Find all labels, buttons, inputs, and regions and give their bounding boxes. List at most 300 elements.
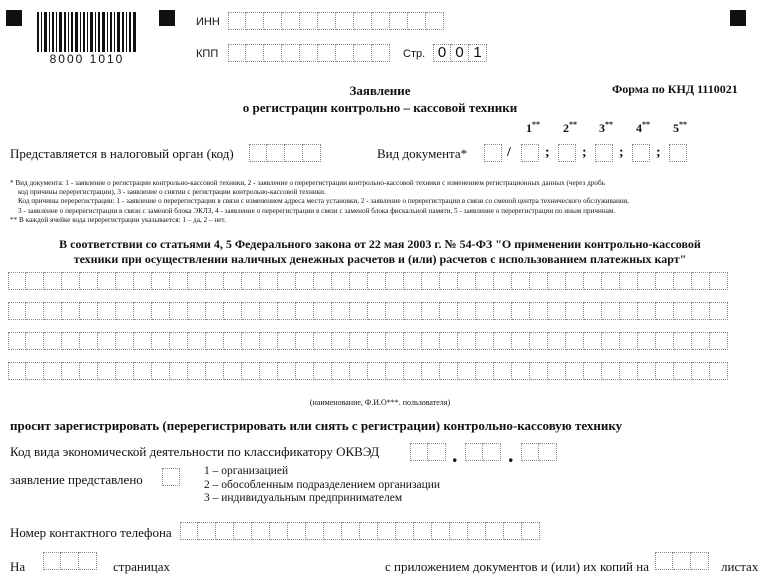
input-cell[interactable] <box>188 362 206 380</box>
reg-code-cell[interactable] <box>669 144 687 162</box>
pages-label: страницах <box>113 559 171 574</box>
inn-label: ИНН <box>196 16 220 28</box>
input-cell[interactable] <box>332 272 350 290</box>
input-cell[interactable] <box>404 302 422 320</box>
input-cell[interactable] <box>396 522 414 540</box>
input-cell[interactable] <box>458 272 476 290</box>
reg-code-field-4[interactable] <box>632 144 650 162</box>
footnote-line: ** В каждой ячейке кода перерегистрации указывается: 1 – да, 2 – нет. <box>10 215 226 224</box>
input-cell[interactable] <box>170 302 188 320</box>
input-cell[interactable] <box>584 302 602 320</box>
input-cell[interactable] <box>206 362 224 380</box>
input-cell[interactable] <box>584 362 602 380</box>
okved-field-1[interactable] <box>410 443 446 461</box>
input-cell[interactable] <box>566 302 584 320</box>
pages-count-cell[interactable] <box>79 552 97 570</box>
input-cell[interactable] <box>242 272 260 290</box>
input-cell[interactable] <box>584 272 602 290</box>
input-cell[interactable] <box>252 522 270 540</box>
input-cell[interactable] <box>332 332 350 350</box>
input-cell[interactable] <box>26 272 44 290</box>
input-cell[interactable] <box>378 522 396 540</box>
corner-marker-right <box>730 10 746 26</box>
input-cell[interactable] <box>656 362 674 380</box>
input-cell[interactable] <box>512 272 530 290</box>
input-cell[interactable] <box>80 362 98 380</box>
input-cell[interactable] <box>692 272 710 290</box>
page-digit: 1 <box>473 44 482 61</box>
input-cell[interactable] <box>116 362 134 380</box>
reg-code-cell[interactable] <box>558 144 576 162</box>
footnote-line: Код причины перерегистрации: 1 - заявление о перерегистрации в связи с изменением адреса места установки, 2 - заявление о перерегистрации в связи со сменой центра технического обслуживания, <box>18 197 629 206</box>
input-cell[interactable] <box>234 522 252 540</box>
footnotes <box>10 179 629 225</box>
inn-cell[interactable] <box>264 12 282 30</box>
okved-cell[interactable] <box>539 443 557 461</box>
input-cell[interactable] <box>224 272 242 290</box>
barcode-number: 8000 1010 <box>49 52 125 66</box>
input-cell[interactable] <box>134 362 152 380</box>
input-cell[interactable] <box>386 362 404 380</box>
submitted-by-options <box>204 465 440 506</box>
reg-column-3: 3** <box>599 120 613 135</box>
input-cell[interactable] <box>314 332 332 350</box>
input-cell[interactable] <box>692 302 710 320</box>
input-cell[interactable] <box>458 332 476 350</box>
okved-cell[interactable] <box>521 443 539 461</box>
input-cell[interactable] <box>188 302 206 320</box>
okved-cell[interactable] <box>428 443 446 461</box>
input-cell[interactable] <box>368 332 386 350</box>
corner-marker-center <box>159 10 175 26</box>
input-cell[interactable] <box>468 522 486 540</box>
input-cell[interactable] <box>422 302 440 320</box>
input-cell[interactable] <box>350 272 368 290</box>
kpp-cell[interactable] <box>228 44 246 62</box>
input-cell[interactable] <box>152 272 170 290</box>
input-cell[interactable] <box>134 302 152 320</box>
input-cell[interactable] <box>386 302 404 320</box>
input-cell[interactable] <box>458 362 476 380</box>
input-cell[interactable] <box>674 302 692 320</box>
input-cell[interactable] <box>602 362 620 380</box>
input-cell[interactable] <box>350 362 368 380</box>
reg-column-2: 2** <box>563 120 577 135</box>
user-name-row[interactable] <box>8 272 728 290</box>
input-cell[interactable] <box>296 362 314 380</box>
page-digit: 0 <box>437 44 447 61</box>
kpp-cell[interactable] <box>372 44 390 62</box>
input-cell[interactable] <box>584 332 602 350</box>
input-cell[interactable] <box>692 332 710 350</box>
input-cell[interactable] <box>548 302 566 320</box>
submitted-by-label: заявление представлено <box>10 472 143 487</box>
input-cell[interactable] <box>170 272 188 290</box>
input-cell[interactable] <box>188 272 206 290</box>
kpp-cell[interactable] <box>282 44 300 62</box>
input-cell[interactable] <box>530 302 548 320</box>
inn-cell[interactable] <box>426 12 444 30</box>
input-cell[interactable] <box>224 302 242 320</box>
input-cell[interactable] <box>98 272 116 290</box>
inn-field[interactable] <box>228 12 444 30</box>
input-cell[interactable] <box>566 362 584 380</box>
input-cell[interactable] <box>602 332 620 350</box>
reg-code-cell[interactable] <box>595 144 613 162</box>
inn-cell[interactable] <box>228 12 246 30</box>
input-cell[interactable] <box>692 362 710 380</box>
input-cell[interactable] <box>260 332 278 350</box>
input-cell[interactable] <box>180 522 198 540</box>
request-statement: просит зарегистрировать (перерегистрировать или снять с регистрации) контрольно-кассовую технику <box>10 418 623 433</box>
sheets-count-field[interactable] <box>655 552 709 570</box>
input-cell[interactable] <box>414 522 432 540</box>
input-cell[interactable] <box>404 272 422 290</box>
inn-cell[interactable] <box>282 12 300 30</box>
input-cell[interactable] <box>638 272 656 290</box>
sheets-label: листах <box>721 559 759 574</box>
input-cell[interactable] <box>512 332 530 350</box>
input-cell[interactable] <box>44 302 62 320</box>
doc-type-field[interactable] <box>484 144 502 162</box>
kpp-cell[interactable] <box>264 44 282 62</box>
sheets-count-cell[interactable] <box>655 552 673 570</box>
submitted-option: 3 – индивидуальным предпринимателем <box>204 492 403 504</box>
input-cell[interactable] <box>386 332 404 350</box>
input-cell[interactable] <box>638 332 656 350</box>
input-cell[interactable] <box>710 332 728 350</box>
inn-cell[interactable] <box>354 12 372 30</box>
input-cell[interactable] <box>620 272 638 290</box>
input-cell[interactable] <box>350 302 368 320</box>
input-cell[interactable] <box>620 302 638 320</box>
reg-column-4: 4** <box>636 120 650 135</box>
input-cell[interactable] <box>288 522 306 540</box>
tax-office-label: Представляется в налоговый орган (код) <box>10 146 234 161</box>
submitted-option: 1 – организацией <box>204 465 289 477</box>
input-cell[interactable] <box>62 332 80 350</box>
pages-count-field[interactable] <box>43 552 97 570</box>
page-digit-cell[interactable] <box>451 44 469 62</box>
input-cell[interactable] <box>44 332 62 350</box>
phone-label: Номер контактного телефона <box>10 525 172 540</box>
reg-code-cell[interactable] <box>632 144 650 162</box>
input-cell[interactable] <box>422 332 440 350</box>
kpp-field[interactable] <box>228 44 390 62</box>
input-cell[interactable] <box>116 302 134 320</box>
input-cell[interactable] <box>260 302 278 320</box>
input-cell[interactable] <box>440 362 458 380</box>
input-cell[interactable] <box>26 332 44 350</box>
input-cell[interactable] <box>224 332 242 350</box>
barcode <box>37 12 137 52</box>
user-name-row[interactable] <box>8 332 728 350</box>
input-cell[interactable] <box>314 302 332 320</box>
input-cell[interactable] <box>98 362 116 380</box>
input-cell[interactable] <box>44 272 62 290</box>
input-cell[interactable] <box>494 272 512 290</box>
sheets-count-cell[interactable] <box>673 552 691 570</box>
input-cell[interactable] <box>314 272 332 290</box>
input-cell[interactable] <box>494 362 512 380</box>
page-digit-cell[interactable] <box>433 44 451 62</box>
input-cell[interactable] <box>152 362 170 380</box>
inn-cell[interactable] <box>372 12 390 30</box>
page-digit: 0 <box>455 44 464 61</box>
input-cell[interactable] <box>80 302 98 320</box>
okved-cell[interactable] <box>410 443 428 461</box>
input-cell[interactable] <box>278 272 296 290</box>
input-cell[interactable] <box>440 302 458 320</box>
footnote-line: код причины перерегистрации), 3 - заявление о снятии с регистрации контрольно-кассовой техники. <box>18 188 326 197</box>
input-cell[interactable] <box>602 272 620 290</box>
footnote-line: 3 - заявление о перерегистрации в связи с заменой блока ЭКЛЗ, 4 - заявление о перерегистрации в связи с заменой блока фискальной памяти, 5 - заявление о перерегистрации по иным причинам. <box>18 206 616 215</box>
inn-cell[interactable] <box>246 12 264 30</box>
input-cell[interactable] <box>206 302 224 320</box>
input-cell[interactable] <box>224 362 242 380</box>
kpp-cell[interactable] <box>246 44 264 62</box>
okved-label: Код вида экономической деятельности по классификатору ОКВЭД <box>10 444 380 459</box>
inn-cell[interactable] <box>408 12 426 30</box>
input-cell[interactable] <box>8 362 26 380</box>
input-cell[interactable] <box>134 332 152 350</box>
reg-code-field-5[interactable] <box>669 144 687 162</box>
input-cell[interactable] <box>62 302 80 320</box>
kpp-cell[interactable] <box>318 44 336 62</box>
input-cell[interactable] <box>674 332 692 350</box>
input-cell[interactable] <box>98 302 116 320</box>
kpp-cell[interactable] <box>300 44 318 62</box>
input-cell[interactable] <box>314 362 332 380</box>
okved-dot: . <box>452 442 458 467</box>
input-cell[interactable] <box>26 362 44 380</box>
input-cell[interactable] <box>332 362 350 380</box>
pages-count-cell[interactable] <box>61 552 79 570</box>
kpp-cell[interactable] <box>354 44 372 62</box>
input-cell[interactable] <box>548 332 566 350</box>
reg-code-separator: ; <box>582 145 587 160</box>
reg-code-field-2[interactable] <box>558 144 576 162</box>
input-cell[interactable] <box>404 362 422 380</box>
input-cell[interactable] <box>656 272 674 290</box>
user-name-row[interactable] <box>8 362 728 380</box>
input-cell[interactable] <box>620 332 638 350</box>
input-cell[interactable] <box>278 362 296 380</box>
page-digit-cell[interactable] <box>469 44 487 62</box>
tax-office-cell[interactable] <box>249 144 267 162</box>
input-cell[interactable] <box>8 302 26 320</box>
input-cell[interactable] <box>476 332 494 350</box>
title-line-1: Заявление <box>349 83 411 98</box>
document-title <box>170 82 590 116</box>
page-number-field[interactable] <box>433 44 487 62</box>
input-cell[interactable] <box>530 362 548 380</box>
attachments-label: с приложением документов и (или) их копий на <box>385 559 649 574</box>
reg-code-separator: ; <box>545 145 550 160</box>
input-cell[interactable] <box>440 272 458 290</box>
input-cell[interactable] <box>98 332 116 350</box>
input-cell[interactable] <box>494 302 512 320</box>
input-cell[interactable] <box>62 362 80 380</box>
input-cell[interactable] <box>332 302 350 320</box>
input-cell[interactable] <box>360 522 378 540</box>
okved-cell[interactable] <box>483 443 501 461</box>
user-name-row[interactable] <box>8 302 728 320</box>
input-cell[interactable] <box>638 362 656 380</box>
input-cell[interactable] <box>260 362 278 380</box>
doc-type-label: Вид документа* <box>377 146 468 161</box>
inn-cell[interactable] <box>336 12 354 30</box>
reg-column-5: 5** <box>673 120 687 135</box>
input-cell[interactable] <box>404 332 422 350</box>
input-cell[interactable] <box>710 302 728 320</box>
input-cell[interactable] <box>476 302 494 320</box>
input-cell[interactable] <box>198 522 216 540</box>
footnote-line: * Вид документа: 1 - заявление о регистрации контрольно-кассовой техники, 2 - заявление о перерегистрации контрольно-кассовой техники с изменением регистрационных данных (через дробь <box>10 179 605 187</box>
input-cell[interactable] <box>638 302 656 320</box>
page-label: Стр. <box>403 48 426 60</box>
input-cell[interactable] <box>504 522 522 540</box>
corner-marker-left <box>6 10 22 26</box>
inn-cell[interactable] <box>318 12 336 30</box>
phone-field[interactable] <box>180 522 540 540</box>
input-cell[interactable] <box>476 362 494 380</box>
input-cell[interactable] <box>80 332 98 350</box>
reg-code-field-3[interactable] <box>595 144 613 162</box>
input-cell[interactable] <box>422 272 440 290</box>
doc-type-cell[interactable] <box>484 144 502 162</box>
input-cell[interactable] <box>368 362 386 380</box>
user-name-grid[interactable] <box>8 272 728 380</box>
tax-office-code-field[interactable] <box>249 144 321 162</box>
input-cell[interactable] <box>440 332 458 350</box>
reg-code-separator: ; <box>619 145 624 160</box>
input-cell[interactable] <box>242 362 260 380</box>
input-cell[interactable] <box>566 332 584 350</box>
input-cell[interactable] <box>512 302 530 320</box>
input-cell[interactable] <box>188 332 206 350</box>
law-line-2: техники при осуществлении наличных денежных расчетов и (или) расчетов с использованием платежных карт" <box>73 252 687 266</box>
input-cell[interactable] <box>324 522 342 540</box>
doc-type-slash: / <box>507 145 511 160</box>
input-cell[interactable] <box>152 302 170 320</box>
input-cell[interactable] <box>512 362 530 380</box>
input-cell[interactable] <box>206 272 224 290</box>
input-cell[interactable] <box>548 362 566 380</box>
inn-cell[interactable] <box>300 12 318 30</box>
input-cell[interactable] <box>656 332 674 350</box>
tax-office-cell[interactable] <box>303 144 321 162</box>
submitted-by-field[interactable] <box>162 468 180 486</box>
law-reference <box>20 237 740 267</box>
input-cell[interactable] <box>368 302 386 320</box>
input-cell[interactable] <box>710 362 728 380</box>
input-cell[interactable] <box>170 332 188 350</box>
input-cell[interactable] <box>674 272 692 290</box>
input-cell[interactable] <box>486 522 504 540</box>
input-cell[interactable] <box>26 302 44 320</box>
input-cell[interactable] <box>476 272 494 290</box>
input-cell[interactable] <box>432 522 450 540</box>
reg-code-field-1[interactable] <box>521 144 539 162</box>
input-cell[interactable] <box>674 362 692 380</box>
pages-on-label: На <box>10 559 26 574</box>
kpp-cell[interactable] <box>336 44 354 62</box>
input-cell[interactable] <box>116 272 134 290</box>
okved-field-3[interactable] <box>521 443 557 461</box>
input-cell[interactable] <box>530 272 548 290</box>
pages-count-cell[interactable] <box>43 552 61 570</box>
input-cell[interactable] <box>530 332 548 350</box>
input-cell[interactable] <box>8 272 26 290</box>
reg-column-1: 1** <box>526 120 540 135</box>
okved-field-2[interactable] <box>465 443 501 461</box>
input-cell[interactable] <box>260 272 278 290</box>
input-cell[interactable] <box>8 332 26 350</box>
input-cell[interactable] <box>566 272 584 290</box>
input-cell[interactable] <box>278 332 296 350</box>
input-cell[interactable] <box>342 522 360 540</box>
form-code: Форма по КНД 1110021 <box>612 82 738 96</box>
input-cell[interactable] <box>522 522 540 540</box>
input-cell[interactable] <box>152 332 170 350</box>
submitted-by-cell[interactable] <box>162 468 180 486</box>
input-cell[interactable] <box>458 302 476 320</box>
kpp-label: КПП <box>196 48 219 60</box>
input-cell[interactable] <box>278 302 296 320</box>
submitted-option: 2 – обособленным подразделением организации <box>204 478 441 491</box>
input-cell[interactable] <box>296 272 314 290</box>
input-cell[interactable] <box>620 362 638 380</box>
input-cell[interactable] <box>656 302 674 320</box>
okved-cell[interactable] <box>465 443 483 461</box>
input-cell[interactable] <box>710 272 728 290</box>
title-line-2: о регистрации контрольно – кассовой техники <box>242 100 518 115</box>
sheets-count-cell[interactable] <box>691 552 709 570</box>
input-cell[interactable] <box>422 362 440 380</box>
okved-dot: . <box>508 442 514 467</box>
input-cell[interactable] <box>134 272 152 290</box>
tax-office-cell[interactable] <box>285 144 303 162</box>
reg-code-cell[interactable] <box>521 144 539 162</box>
input-cell[interactable] <box>450 522 468 540</box>
input-cell[interactable] <box>44 362 62 380</box>
input-cell[interactable] <box>242 302 260 320</box>
input-cell[interactable] <box>548 272 566 290</box>
input-cell[interactable] <box>368 272 386 290</box>
law-line-1: В соответствии со статьями 4, 5 Федерального закона от 22 мая 2003 г. № 54-ФЗ "О применении контрольно-кассовой <box>59 237 701 251</box>
reg-code-separator: ; <box>656 145 661 160</box>
input-cell[interactable] <box>206 332 224 350</box>
input-cell[interactable] <box>270 522 288 540</box>
input-cell[interactable] <box>296 302 314 320</box>
input-cell[interactable] <box>602 302 620 320</box>
input-cell[interactable] <box>170 362 188 380</box>
user-name-caption: (наименование, Ф.И.О***. пользователя) <box>309 398 451 407</box>
input-cell[interactable] <box>296 332 314 350</box>
input-cell[interactable] <box>306 522 324 540</box>
input-cell[interactable] <box>494 332 512 350</box>
input-cell[interactable] <box>62 272 80 290</box>
inn-cell[interactable] <box>390 12 408 30</box>
input-cell[interactable] <box>216 522 234 540</box>
input-cell[interactable] <box>242 332 260 350</box>
input-cell[interactable] <box>116 332 134 350</box>
tax-office-cell[interactable] <box>267 144 285 162</box>
input-cell[interactable] <box>350 332 368 350</box>
input-cell[interactable] <box>80 272 98 290</box>
input-cell[interactable] <box>386 272 404 290</box>
